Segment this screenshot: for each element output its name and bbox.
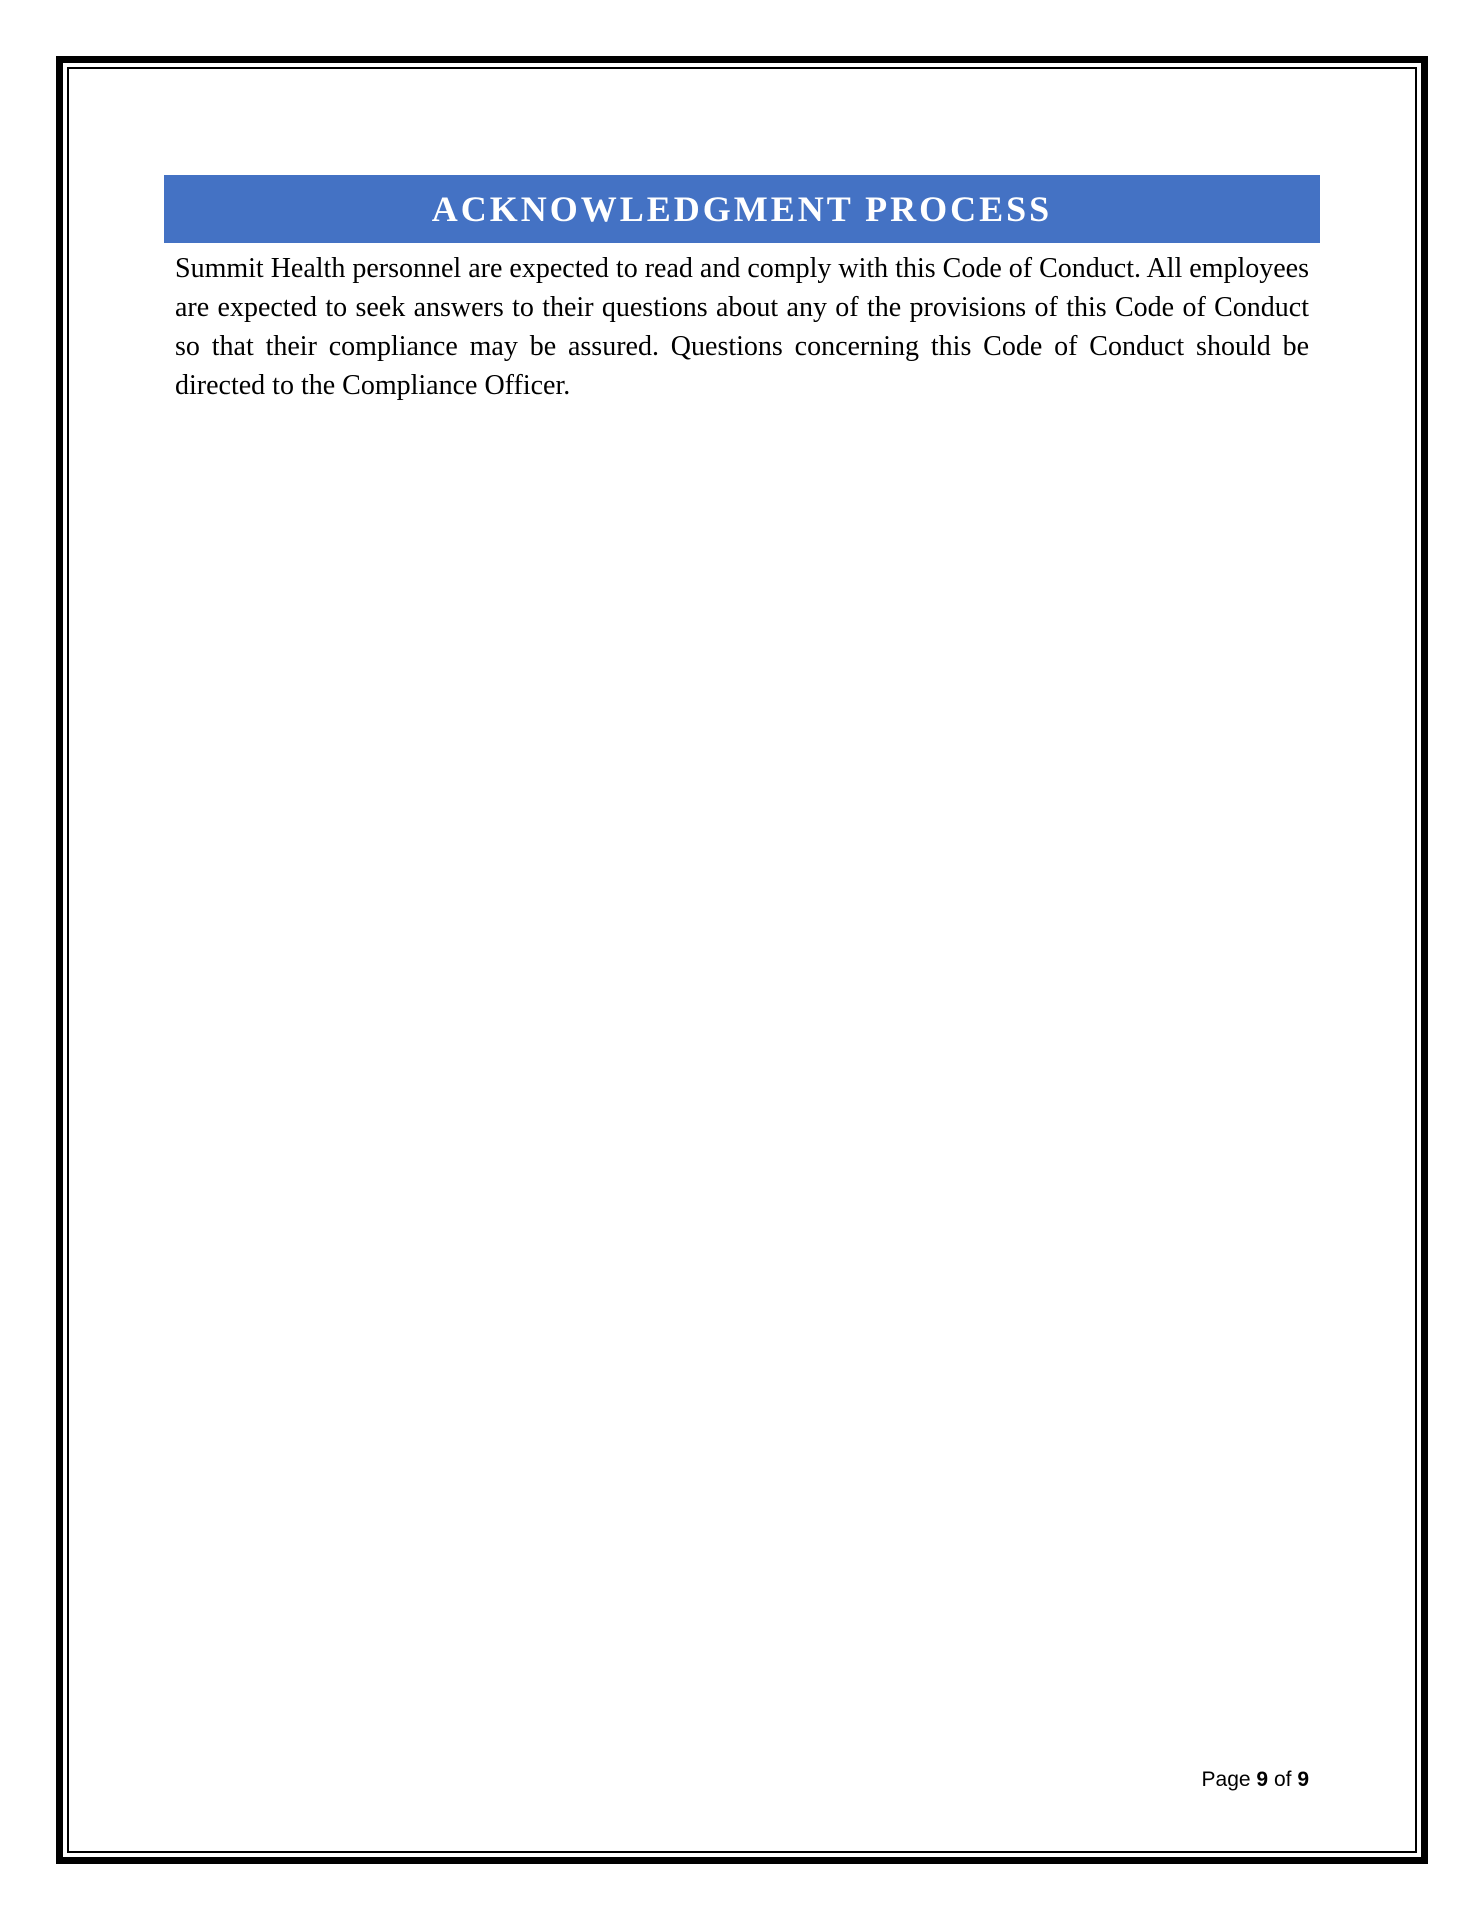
page-label: Page <box>1201 1768 1251 1791</box>
section-body-paragraph: Summit Health personnel are expected to read and comply with this Code of Conduct. All employees are expected to seek answers to their questions about any of the provisions of this Code of Conduct so that their compliance may be assured. Questions concerning this Code of Conduct should be directed to the Compliance Officer. <box>175 253 1309 401</box>
total-pages-number: 9 <box>1297 1768 1309 1791</box>
section-header-banner <box>164 175 1320 243</box>
current-page-number: 9 <box>1256 1768 1269 1791</box>
section-title: ACKNOWLEDGMENT PROCESS <box>431 189 1053 229</box>
page-number-footer <box>1202 1768 1309 1792</box>
page-of-label: of <box>1273 1768 1292 1791</box>
